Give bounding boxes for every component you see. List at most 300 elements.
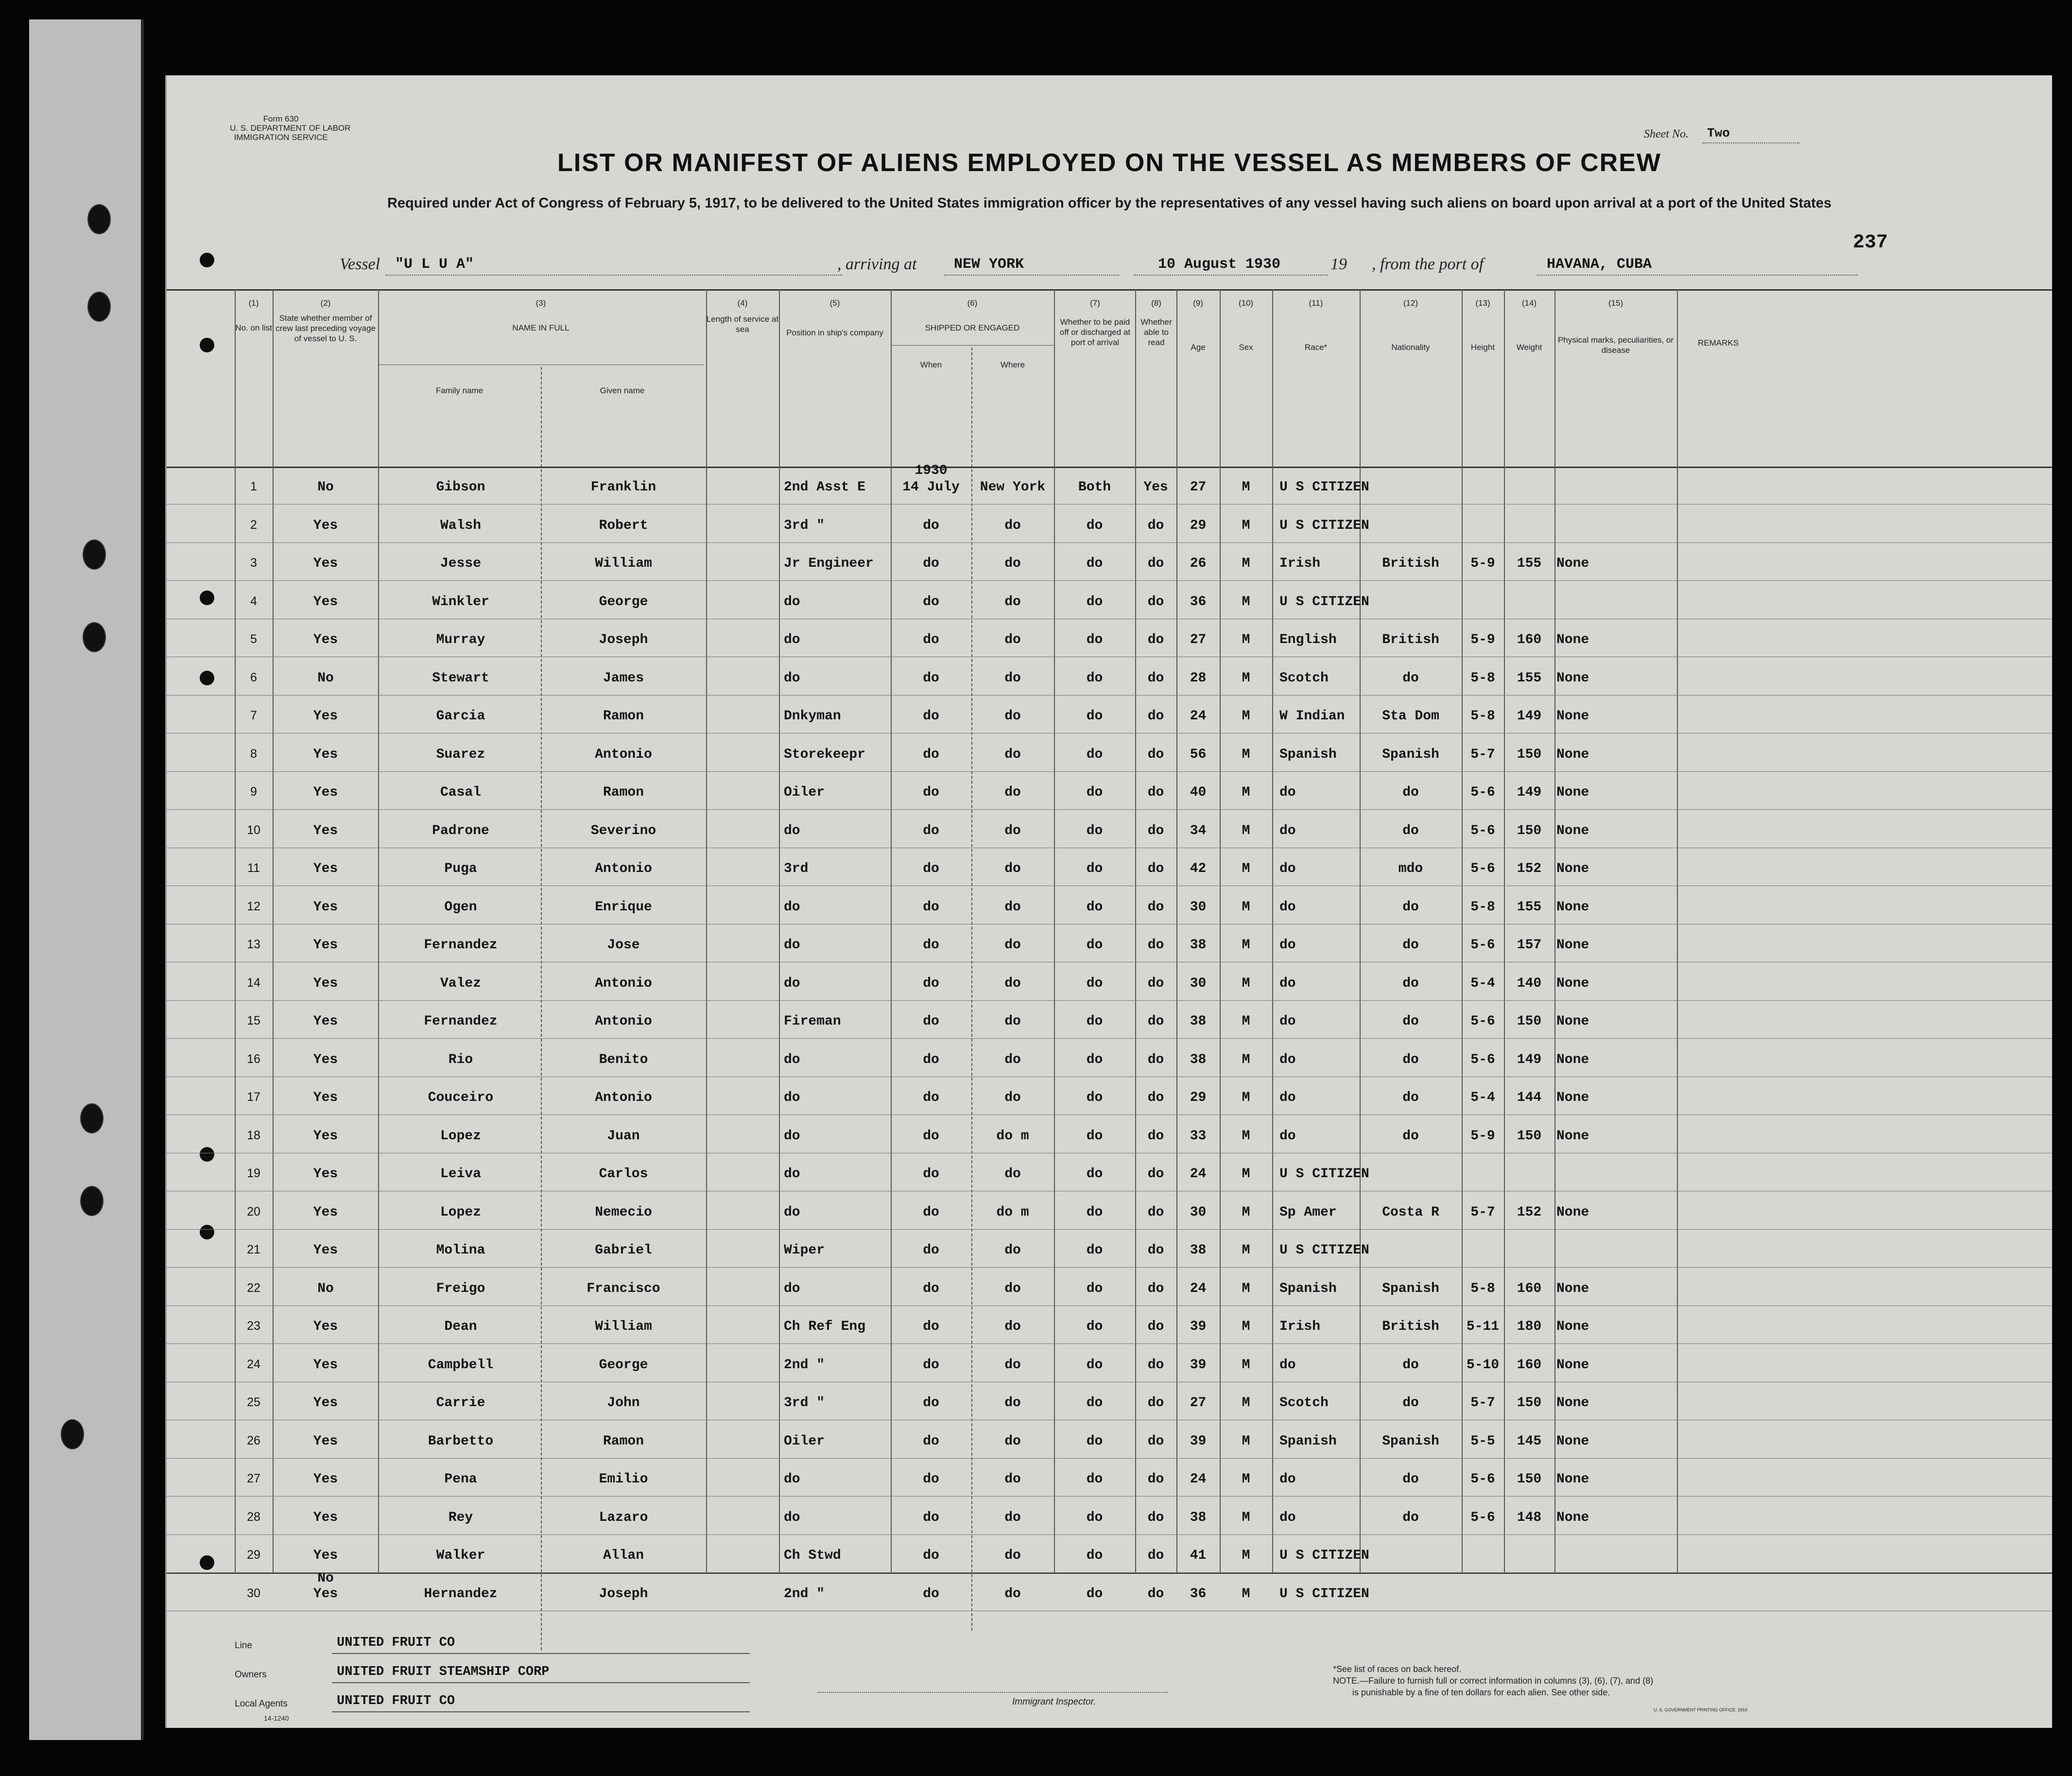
header-col13: (13) Height — [1470, 298, 1495, 352]
cell-nationality: do — [1402, 975, 1419, 991]
cell-where: do — [1004, 1167, 1021, 1182]
form-identifier — [230, 114, 351, 142]
cell-where: do m — [996, 1204, 1029, 1220]
cell-age: 40 — [1190, 785, 1207, 800]
cell-given: Joseph — [599, 1586, 648, 1602]
cell-sex: M — [1242, 1204, 1250, 1220]
cell-family: Puga — [444, 861, 477, 876]
cell-race: do — [1279, 785, 1296, 800]
manifest-table — [167, 289, 2052, 1602]
cell-paid: do — [1086, 632, 1103, 647]
cell-age: 24 — [1190, 1167, 1207, 1182]
cell-given: Juan — [607, 1128, 640, 1144]
cell-sex: M — [1242, 785, 1250, 800]
cell-family: Ogen — [444, 899, 477, 915]
agents-label: Local Agents — [235, 1699, 288, 1709]
cell-when: do — [923, 1281, 939, 1296]
cell-read: do — [1147, 1510, 1164, 1525]
header-col11: (11) Race* — [1304, 298, 1328, 352]
arriving-label: , arriving at — [837, 255, 917, 273]
cell-where: do — [1004, 1281, 1021, 1296]
cell-family: Hernandez — [424, 1586, 498, 1602]
cell-no: 20 — [247, 1204, 260, 1219]
cell-read: do — [1147, 861, 1164, 876]
cell-marks: None — [1556, 1014, 1589, 1029]
cell-sex: M — [1242, 632, 1250, 647]
cell-where: do — [1004, 975, 1021, 991]
cell-nationality: Costa R — [1382, 1204, 1439, 1220]
cell-height: 5-6 — [1470, 1052, 1495, 1067]
cell-paid: Both — [1078, 480, 1111, 495]
cell-when: do — [923, 975, 939, 991]
cell-where: do — [1004, 709, 1021, 724]
cell-given: Antonio — [595, 1014, 652, 1029]
cell-sex: M — [1242, 1243, 1250, 1258]
owners-label: Owners — [235, 1670, 267, 1680]
cell-age: 34 — [1190, 823, 1207, 838]
cell-family: Rio — [448, 1052, 473, 1067]
cell-where: do — [1004, 785, 1021, 800]
cell-prev: No — [317, 670, 334, 686]
cell-no: 3 — [250, 556, 257, 570]
cell-marks: None — [1556, 670, 1589, 686]
cell-no: 4 — [250, 594, 257, 608]
row-rule — [167, 1572, 2052, 1573]
cell-marks: None — [1556, 1204, 1589, 1220]
cell-read: do — [1147, 709, 1164, 724]
cell-height: 5-8 — [1470, 670, 1495, 686]
cell-family: Rey — [448, 1510, 473, 1525]
cell-race: W Indian — [1279, 709, 1345, 724]
cell-paid: do — [1086, 899, 1103, 915]
cell-sex: M — [1242, 594, 1250, 609]
cell-nationality: mdo — [1398, 861, 1423, 876]
cell-sex: M — [1242, 1510, 1250, 1525]
cell-age: 38 — [1190, 1052, 1207, 1067]
cell-prev: Yes — [313, 594, 338, 609]
cell-prev: Yes — [313, 1052, 338, 1067]
cell-race: Scotch — [1279, 670, 1329, 686]
cell-where: do m — [996, 1128, 1029, 1144]
cell-position: Jr Engineer — [784, 556, 874, 571]
cell-read: do — [1147, 1357, 1164, 1373]
cell-no: 12 — [247, 899, 260, 913]
cell-given: Nemecio — [595, 1204, 652, 1220]
races-note: *See list of races on back hereof. — [1333, 1664, 1462, 1674]
cell-family: Freigo — [436, 1281, 485, 1296]
row-rule — [167, 695, 2052, 696]
cell-read: Yes — [1143, 480, 1168, 495]
binder-hole — [80, 1186, 104, 1216]
cell-nationality: British — [1382, 1319, 1439, 1334]
cell-race: Irish — [1279, 1319, 1321, 1334]
cell-read: do — [1147, 975, 1164, 991]
cell-sex: M — [1242, 1472, 1250, 1487]
cell-no: 30 — [247, 1586, 260, 1600]
cell-paid: do — [1086, 1243, 1103, 1258]
cell-race: Irish — [1279, 556, 1321, 571]
cell-sex: M — [1242, 518, 1250, 533]
cell-read: do — [1147, 1586, 1164, 1602]
cell-height: 5-4 — [1470, 1090, 1495, 1105]
cell-nationality: do — [1402, 1357, 1419, 1373]
cell-sex: M — [1242, 1281, 1250, 1296]
cell-marks: None — [1556, 709, 1589, 724]
cell-given: Antonio — [595, 861, 652, 876]
cell-marks: None — [1556, 823, 1589, 838]
cell-weight: 150 — [1517, 1472, 1542, 1487]
cell-family: Walker — [436, 1548, 485, 1563]
cell-given: Benito — [599, 1052, 648, 1067]
header-col8: (8) Whether able to read — [1140, 298, 1172, 347]
form-service: IMMIGRATION SERVICE — [234, 133, 328, 142]
cell-marks: None — [1556, 785, 1589, 800]
header-col14: (14) Weight — [1516, 298, 1542, 352]
cell-paid: do — [1086, 556, 1103, 571]
cell-height: 5-9 — [1470, 632, 1495, 647]
row-rule — [167, 580, 2052, 581]
form-number: Form 630 — [263, 114, 299, 123]
row-rule — [167, 809, 2052, 810]
cell-read: do — [1147, 823, 1164, 838]
cell-prev: Yes — [313, 632, 338, 647]
cell-age: 36 — [1190, 1586, 1207, 1602]
cell-height: 5-10 — [1466, 1357, 1500, 1373]
cell-marks: None — [1556, 1319, 1589, 1334]
cell-position: do — [784, 1052, 800, 1067]
binder-hole — [83, 622, 106, 652]
cell-race: U S CITIZEN — [1279, 1586, 1369, 1602]
cell-marks: None — [1556, 1395, 1589, 1410]
cell-age: 39 — [1190, 1433, 1207, 1449]
cell-race: do — [1279, 861, 1296, 876]
cell-position: Ch Ref Eng — [784, 1319, 866, 1334]
cell-race: do — [1279, 1052, 1296, 1067]
cell-marks: None — [1556, 861, 1589, 876]
cell-marks: None — [1556, 556, 1589, 571]
cell-race: do — [1279, 1128, 1296, 1144]
cell-race: Sp Amer — [1279, 1204, 1337, 1220]
cell-weight: 149 — [1517, 709, 1542, 724]
cell-weight: 160 — [1517, 1281, 1542, 1296]
cell-height: 5-8 — [1470, 899, 1495, 915]
cell-no: 1 — [250, 480, 257, 493]
cell-no: 23 — [247, 1319, 260, 1333]
cell-race: do — [1279, 1014, 1296, 1029]
cell-given: Franklin — [590, 480, 656, 495]
cell-family: Fernandez — [424, 938, 498, 953]
cell-age: 24 — [1190, 709, 1207, 724]
cell-weight: 150 — [1517, 1128, 1542, 1144]
cell-no: 9 — [250, 785, 257, 799]
cell-given: Antonio — [595, 747, 652, 762]
cell-given: William — [595, 1319, 652, 1334]
cell-height: 5-6 — [1470, 938, 1495, 953]
cell-sex: M — [1242, 556, 1250, 571]
cell-marks: None — [1556, 899, 1589, 915]
cell-weight: 155 — [1517, 899, 1542, 915]
cell-position: 2nd " — [784, 1586, 825, 1602]
cell-weight: 149 — [1517, 785, 1542, 800]
cell-height: 5-5 — [1470, 1433, 1495, 1449]
cell-prev: Yes — [313, 556, 338, 571]
cell-prev: Yes — [313, 1014, 338, 1029]
cell-marks: None — [1556, 1128, 1589, 1144]
cell-prev: Yes — [313, 975, 338, 991]
cell-where: do — [1004, 594, 1021, 609]
cell-read: do — [1147, 1128, 1164, 1144]
cell-prev: Yes — [313, 1128, 338, 1144]
row-rule — [167, 1229, 2052, 1230]
cell-nationality: Spanish — [1382, 1433, 1439, 1449]
cell-when: do — [923, 785, 939, 800]
form-department: U. S. DEPARTMENT OF LABOR — [230, 123, 351, 133]
cell-when: do — [923, 1204, 939, 1220]
cell-weight: 152 — [1517, 1204, 1542, 1220]
cell-position: 3rd — [784, 861, 809, 876]
cell-when-year: 1930 — [915, 463, 948, 478]
cell-family: Lopez — [440, 1128, 481, 1144]
cell-when: do — [923, 1243, 939, 1258]
cell-where: do — [1004, 518, 1021, 533]
cell-where: do — [1004, 1586, 1021, 1602]
cell-age: 36 — [1190, 594, 1207, 609]
cell-when: do — [923, 1128, 939, 1144]
cell-paid: do — [1086, 1357, 1103, 1373]
cell-height: 5-7 — [1470, 1395, 1495, 1410]
cell-race: U S CITIZEN — [1279, 1167, 1369, 1182]
from-port: HAVANA, CUBA — [1547, 256, 1652, 273]
cell-prev: Yes — [313, 1243, 338, 1258]
cell-position: Oiler — [784, 1433, 825, 1449]
cell-sex: M — [1242, 1433, 1250, 1449]
cell-family: Garcia — [436, 709, 485, 724]
cell-prev: Yes — [313, 861, 338, 876]
cell-marks: None — [1556, 1510, 1589, 1525]
cell-sex: M — [1242, 1167, 1250, 1182]
cell-height: 5-4 — [1470, 975, 1495, 991]
cell-age: 42 — [1190, 861, 1207, 876]
cell-read: do — [1147, 594, 1164, 609]
cell-nationality: British — [1382, 632, 1439, 647]
cell-family: Jesse — [440, 556, 481, 571]
cell-sex: M — [1242, 1014, 1250, 1029]
cell-paid: do — [1086, 1586, 1103, 1602]
cell-prev: Yes — [313, 1586, 338, 1602]
cell-given: Francisco — [587, 1281, 660, 1296]
cell-sex: M — [1242, 709, 1250, 724]
cell-position: do — [784, 1090, 800, 1105]
cell-race: Spanish — [1279, 747, 1337, 762]
header-col9: (9) Age — [1191, 298, 1206, 352]
cell-given: Ramon — [603, 709, 644, 724]
cell-sex: M — [1242, 1548, 1250, 1563]
cell-prev: Yes — [313, 709, 338, 724]
cell-race: do — [1279, 1090, 1296, 1105]
cell-where: do — [1004, 861, 1021, 876]
cell-family: Valez — [440, 975, 481, 991]
cell-marks: None — [1556, 1090, 1589, 1105]
header-col2: (2) State whether member of crew last preceding voyage of vessel to U. S. — [275, 298, 376, 343]
cell-read: do — [1147, 938, 1164, 953]
cell-where: do — [1004, 1548, 1021, 1563]
cell-when: do — [923, 1357, 939, 1373]
punch-hole — [200, 253, 214, 267]
cell-when: do — [923, 823, 939, 838]
cell-paid: do — [1086, 1128, 1103, 1144]
cell-position: do — [784, 1281, 800, 1296]
cell-race: U S CITIZEN — [1279, 480, 1369, 495]
cell-weight: 157 — [1517, 938, 1542, 953]
cell-read: do — [1147, 1395, 1164, 1410]
manifest-sheet — [165, 75, 2052, 1728]
cell-position: do — [784, 975, 800, 991]
header-given-name: Given name — [600, 386, 645, 395]
row-rule — [167, 1458, 2052, 1459]
cell-age: 29 — [1190, 1090, 1207, 1105]
cell-height: 5-9 — [1470, 556, 1495, 571]
cell-read: do — [1147, 1090, 1164, 1105]
cell-sex: M — [1242, 861, 1250, 876]
penalty-note-2: is punishable by a fine of ten dollars for each alien. See other side. — [1352, 1688, 1610, 1697]
cell-read: do — [1147, 1281, 1164, 1296]
cell-race: Scotch — [1279, 1395, 1329, 1410]
cell-where: do — [1004, 1433, 1021, 1449]
cell-when: do — [923, 632, 939, 647]
cell-sex: M — [1242, 747, 1250, 762]
agents-value: UNITED FRUIT CO — [337, 1694, 455, 1708]
cell-no: 21 — [247, 1243, 260, 1256]
cell-family: Barbetto — [428, 1433, 494, 1449]
cell-where: New York — [980, 480, 1046, 495]
arriving-port: NEW YORK — [954, 256, 1024, 273]
penalty-note-1: NOTE.—Failure to furnish full or correct information in columns (3), (6), (7), and (8) — [1333, 1676, 1654, 1686]
cell-given: Lazaro — [599, 1510, 648, 1525]
year-label: 19 — [1330, 255, 1347, 273]
row-rule — [167, 542, 2052, 543]
cell-race: do — [1279, 1357, 1296, 1373]
cell-weight: 150 — [1517, 823, 1542, 838]
cell-paid: do — [1086, 747, 1103, 762]
cell-prev: Yes — [313, 747, 338, 762]
cell-no: 18 — [247, 1128, 260, 1142]
header-when: When — [920, 360, 942, 369]
cell-sex: M — [1242, 938, 1250, 953]
binder-hole — [83, 540, 106, 570]
cell-age: 39 — [1190, 1319, 1207, 1334]
cell-given: Carlos — [599, 1167, 648, 1182]
cell-no: 28 — [247, 1510, 260, 1524]
cell-paid: do — [1086, 938, 1103, 953]
vessel-name: "U L U A" — [395, 256, 474, 273]
cell-position: do — [784, 1472, 800, 1487]
cell-when: 14 July — [902, 480, 960, 495]
binding-strip — [29, 19, 144, 1740]
header-family-name: Family name — [435, 386, 483, 395]
cell-height: 5-6 — [1470, 861, 1495, 876]
cell-when: do — [923, 594, 939, 609]
cell-race: U S CITIZEN — [1279, 1548, 1369, 1563]
cell-weight: 148 — [1517, 1510, 1542, 1525]
cell-nationality: do — [1402, 1014, 1419, 1029]
cell-given: Joseph — [599, 632, 648, 647]
cell-read: do — [1147, 747, 1164, 762]
cell-sex: M — [1242, 1395, 1250, 1410]
cell-no: 19 — [247, 1167, 260, 1180]
cell-sex: M — [1242, 899, 1250, 915]
cell-weight: 140 — [1517, 975, 1542, 991]
cell-where: do — [1004, 1395, 1021, 1410]
sheet-no-value: Two — [1707, 126, 1730, 140]
cell-family: Winkler — [432, 594, 489, 609]
cell-when: do — [923, 518, 939, 533]
cell-age: 38 — [1190, 1243, 1207, 1258]
cell-sex: M — [1242, 1319, 1250, 1334]
cell-nationality: Sta Dom — [1382, 709, 1439, 724]
cell-paid: do — [1086, 1052, 1103, 1067]
cell-position: do — [784, 899, 800, 915]
cell-position: do — [784, 632, 800, 647]
cell-no: 17 — [247, 1090, 260, 1104]
cell-paid: do — [1086, 518, 1103, 533]
cell-paid: do — [1086, 785, 1103, 800]
cell-age: 30 — [1190, 1204, 1207, 1220]
cell-no: 11 — [247, 861, 260, 875]
cell-when: do — [923, 1510, 939, 1525]
header-col4: (4) Length of service at sea — [706, 298, 779, 334]
cell-paid: do — [1086, 1548, 1103, 1563]
cell-height: 5-6 — [1470, 1014, 1495, 1029]
cell-where: do — [1004, 556, 1021, 571]
cell-prev-correction: No — [317, 1570, 334, 1586]
cell-position: 3rd " — [784, 518, 825, 533]
row-rule — [167, 1534, 2052, 1535]
header-col3: (3) NAME IN FULL — [512, 298, 570, 332]
cell-paid: do — [1086, 1395, 1103, 1410]
cell-prev: Yes — [313, 1167, 338, 1182]
cell-given: Severino — [590, 823, 656, 838]
cell-family: Lopez — [440, 1204, 481, 1220]
cell-marks: None — [1556, 1281, 1589, 1296]
cell-position: do — [784, 670, 800, 686]
cell-read: do — [1147, 1014, 1164, 1029]
cell-given: Emilio — [599, 1472, 648, 1487]
cell-nationality: do — [1402, 938, 1419, 953]
cell-marks: None — [1556, 747, 1589, 762]
cell-no: 27 — [247, 1472, 260, 1485]
row-rule — [167, 1000, 2052, 1001]
cell-sex: M — [1242, 1090, 1250, 1105]
cell-height: 5-9 — [1470, 1128, 1495, 1144]
cell-prev: Yes — [313, 1319, 338, 1334]
cell-age: 27 — [1190, 1395, 1207, 1410]
cell-sex: M — [1242, 1357, 1250, 1373]
cell-age: 30 — [1190, 899, 1207, 915]
cell-age: 26 — [1190, 556, 1207, 571]
cell-race: Spanish — [1279, 1433, 1337, 1449]
cell-when: do — [923, 1090, 939, 1105]
row-rule — [167, 1496, 2052, 1497]
cell-prev: Yes — [313, 938, 338, 953]
cell-prev: No — [317, 1281, 334, 1296]
cell-nationality: do — [1402, 1472, 1419, 1487]
cell-position: do — [784, 1204, 800, 1220]
header-col15: (15) Physical marks, peculiarities, or disease — [1557, 298, 1674, 355]
cell-read: do — [1147, 1167, 1164, 1182]
cell-weight: 155 — [1517, 670, 1542, 686]
cell-read: do — [1147, 632, 1164, 647]
cell-family: Gibson — [436, 480, 485, 495]
